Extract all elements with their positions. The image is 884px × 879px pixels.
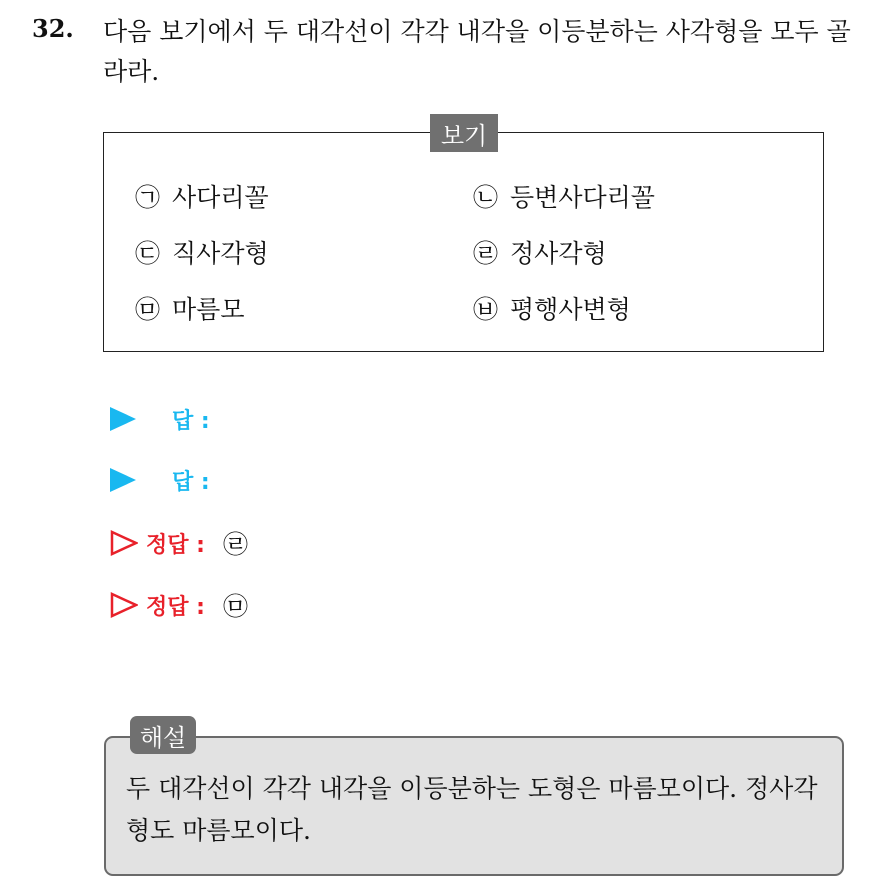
marker-bieup: ㉥ <box>473 295 499 324</box>
question-number: 32. <box>32 14 74 43</box>
play-arrow-icon <box>110 468 136 492</box>
play-arrow-icon <box>110 407 136 431</box>
bogi-title: 보기 <box>430 114 498 152</box>
outline-triangle-icon <box>110 592 138 618</box>
explanation-title: 해설 <box>130 716 196 754</box>
bogi-item-label: 사다리꼴 <box>172 183 269 212</box>
explanation-text: 두 대각선이 각각 내각을 이등분하는 도형은 마름모이다. 정사각형도 마름모이다. <box>126 774 818 845</box>
answer-row-1 <box>110 404 228 434</box>
correct-answer-value: ㉣ <box>222 530 248 559</box>
bogi-item-4 <box>473 239 607 269</box>
bogi-item-2 <box>473 183 655 213</box>
bogi-item-label: 평행사변형 <box>510 295 631 324</box>
answer-row-2 <box>110 465 228 495</box>
question-text: 다음 보기에서 두 대각선이 각각 내각을 이등분하는 사각형을 모두 골라라. <box>103 17 851 86</box>
bogi-item-label: 정사각형 <box>510 239 607 268</box>
outline-triangle-icon <box>110 530 138 556</box>
bogi-item-label: 등변사다리꼴 <box>510 183 655 212</box>
marker-mieum: ㉤ <box>135 295 161 324</box>
bogi-item-3 <box>135 239 269 269</box>
marker-digeut: ㉢ <box>135 239 161 268</box>
bogi-item-5 <box>135 295 244 325</box>
marker-rieul: ㉣ <box>473 239 499 268</box>
marker-giyeok: ㉠ <box>135 183 161 212</box>
correct-row-1 <box>110 528 248 558</box>
correct-answer-label: 정답 : <box>146 532 205 558</box>
answer-label: 답 : <box>172 408 210 434</box>
bogi-item-label: 마름모 <box>172 295 245 324</box>
correct-row-2 <box>110 590 248 620</box>
bogi-item-label: 직사각형 <box>172 239 269 268</box>
correct-answer-value: ㉤ <box>222 592 248 621</box>
bogi-item-6 <box>473 295 631 325</box>
bogi-item-1 <box>135 183 269 213</box>
correct-answer-label: 정답 : <box>146 594 205 620</box>
answer-label: 답 : <box>172 469 210 495</box>
marker-nieun: ㉡ <box>473 183 499 212</box>
